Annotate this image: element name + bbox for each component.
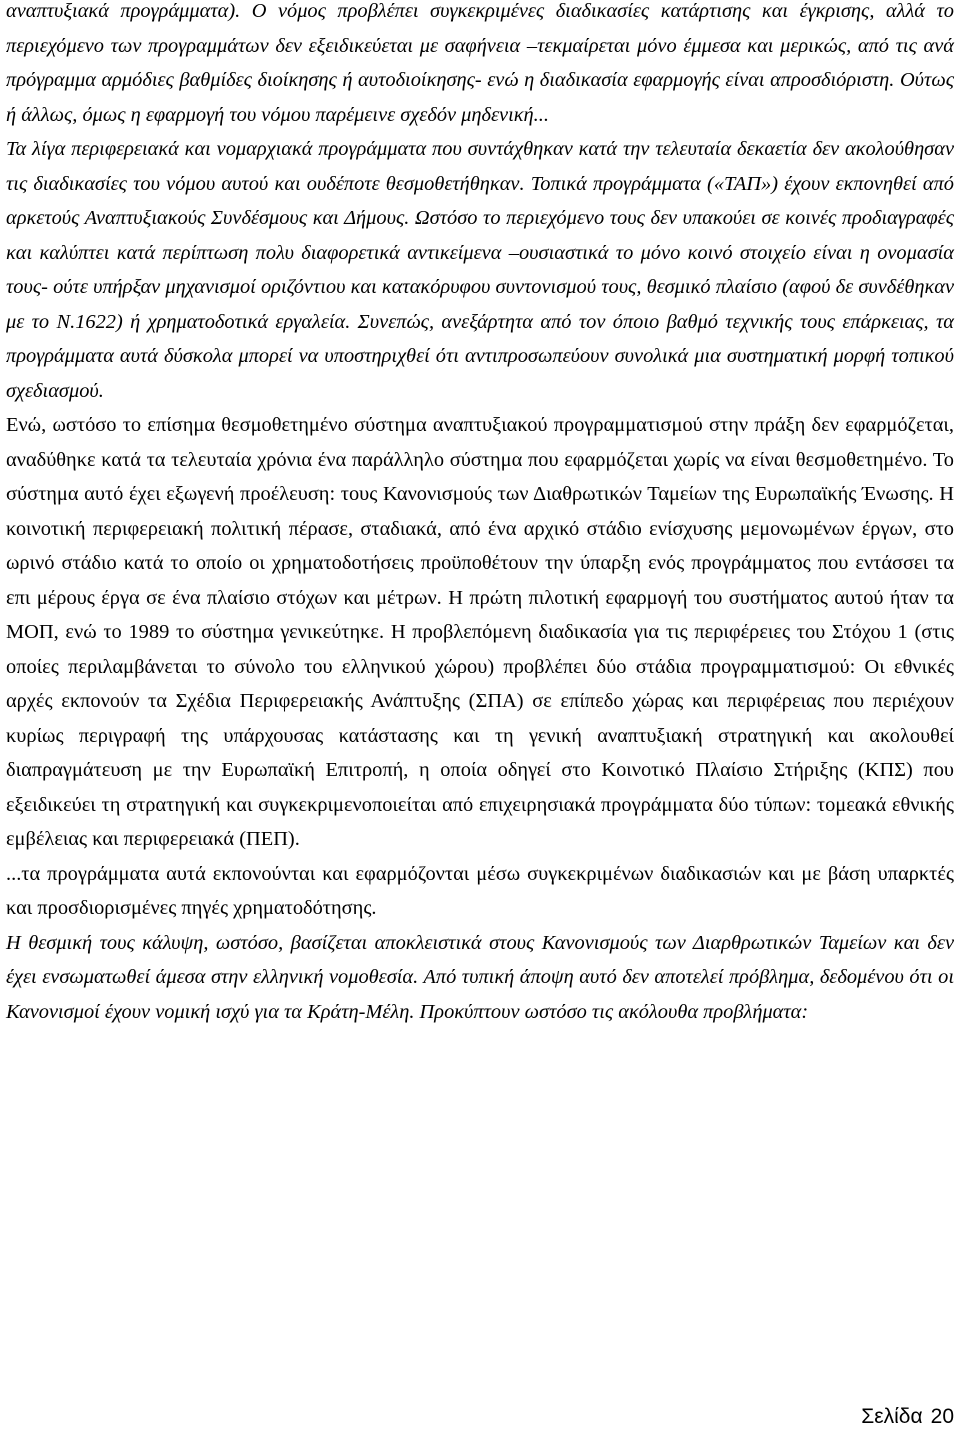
paragraph bbox=[6, 857, 954, 926]
paragraph bbox=[6, 408, 954, 857]
text-run: Η θεσμική τους κάλυψη, ωστόσο, βασίζεται αποκλειστικά στους Κανονισμούς των Διαρθρωτικών Ταμείων και δεν έχει ενσωματωθεί άμεσα στην ελληνική νομοθεσία. Από τυπική άποψη αυτό δεν αποτελεί πρόβλημα, δεδομένου ότι οι Κανονισμοί έχουν νομική ισχύ για τα Κράτη-Μέλη. Προκύπτουν ωστόσο τις ακόλουθα προβλήματα: bbox=[6, 931, 954, 1023]
document-body bbox=[6, 0, 954, 1029]
paragraph bbox=[6, 926, 954, 1030]
paragraph bbox=[6, 0, 954, 132]
text-run: Τα λίγα περιφερειακά και νομαρχιακά προγράμματα που συντάχθηκαν κατά την τελευταία δεκαετία δεν ακολούθησαν τις διαδικασίες του νόμου αυτού και ουδέποτε θεσμοθετήθηκαν. Τοπικά προγράμματα («ΤΑΠ») έχουν εκπονηθεί από αρκετούς Αναπτυξιακούς Συνδέσμους και Δήμους. Ωστόσο το περιεχόμενο τους δεν υπακούει σε κοινές προδιαγραφές και καλύπτει κατά περίπτωση πολυ διαφορετικά αντικείμενα –ουσιαστικά το μόνο κοινό στοιχείο είναι η ονομασία τους- ούτε υπήρξαν μηχανισμοί οριζόντιου και κατακόρυφου συντονισμού τους, θεσμικό πλαίσιο (αφού δε συνδέθηκαν με το Ν.1622) ή χρηματοδοτικά εργαλεία. Συνεπώς, ανεξάρτητα από τον όποιο βαθμό τεχνικής τους επάρκειας, τα προγράμματα αυτά δύσκολα μπορεί να υποστηριχθεί ότι αντιπροσωπεύουν συνολικά μια συστηματική μορφή τοπικού σχεδιασμού. bbox=[6, 138, 954, 402]
page-number: 20 bbox=[930, 1405, 954, 1428]
text-run: ...τα προγράμματα αυτά εκπονούνται και εφαρμόζονται μέσω συγκεκριμένων διαδικασιών και με βάση υπαρκτές και προσδιορισμένες πηγές χρηματοδότησης. bbox=[6, 862, 954, 919]
page-footer bbox=[861, 1404, 954, 1430]
page-label: Σελίδα bbox=[861, 1405, 923, 1428]
text-run: Ενώ, ωστόσο το επίσημα θεσμοθετημένο σύστημα αναπτυξιακού προγραμματισμού στην πράξη δεν εφαρμόζεται, αναδύθηκε κατά τα τελευταία χρόνια ένα παράλληλο σύστημα που εφαρμόζεται χωρίς να είναι θεσμοθετημένο. Το σύστημα αυτό έχει εξωγενή προέλευση: τους Κανονισμούς των Διαθρωτικών Ταμείων της Ευρωπαϊκής Ένωσης. Η κοινοτική περιφερειακή πολιτική πέρασε, σταδιακά, από ένα αρχικό στάδιο ενίσχυσης μεμονωμένων έργων, στο ωρινό στάδιο κατά το οποίο οι χρηματοδοτήσεις προϋποθέτουν την ύπαρξη ενός προγράμματος που εντάσσει τα επι μέρους έργα σε ένα πλαίσιο στόχων και μέτρων. Η πρώτη πιλοτική εφαρμογή του συστήματος αυτού ήταν τα ΜΟΠ, ενώ το 1989 το σύστημα γενικεύτηκε. Η προβλεπόμενη διαδικασία για τις περιφέρειες του Στόχου 1 (στις οποίες περιλαμβάνεται το σύνολο του ελληνικού χώρου) προβλέπει δύο στάδια προγραμματισμού: Οι εθνικές αρχές εκπονούν τα Σχέδια Περιφερειακής Ανάπτυξης (ΣΠΑ) σε επίπεδο χώρας και περιφέρειας που περιέχουν κυρίως περιγραφή της υπάρχουσας κατάστασης και τη γενική αναπτυξιακή στρατηγική και ακολουθεί διαπραγμάτευση με την Ευρωπαϊκή Επιτροπή, η οποία οδηγεί στο Κοινοτικό Πλαίσιο Στήριξης (ΚΠΣ) που εξειδικεύει τη στρατηγική και συγκεκριμενοποιείται από επιχειρησιακά προγράμματα δύο τύπων: τομεακά εθνικής εμβέλειας και περιφερειακά (ΠΕΠ). bbox=[6, 414, 954, 850]
paragraph bbox=[6, 132, 954, 408]
text-run: αναπτυξιακά προγράμματα). Ο νόμος προβλέπει συγκεκριμένες διαδικασίες κατάρτισης και έγκρισης, αλλά το περιεχόμενο των προγραμμάτων δεν εξειδικεύεται με σαφήνεια –τεκμαίρεται μόνο έμμεσα και μερικώς, από τις ανά πρόγραμμα αρμόδιες βαθμίδες διοίκησης ή αυτοδιοίκησης- ενώ η διαδικασία εφαρμογής είναι απροσδιόριστη. Ούτως ή άλλως, όμως η εφαρμογή του νόμου παρέμεινε σχεδόν μηδενική... bbox=[6, 0, 954, 126]
